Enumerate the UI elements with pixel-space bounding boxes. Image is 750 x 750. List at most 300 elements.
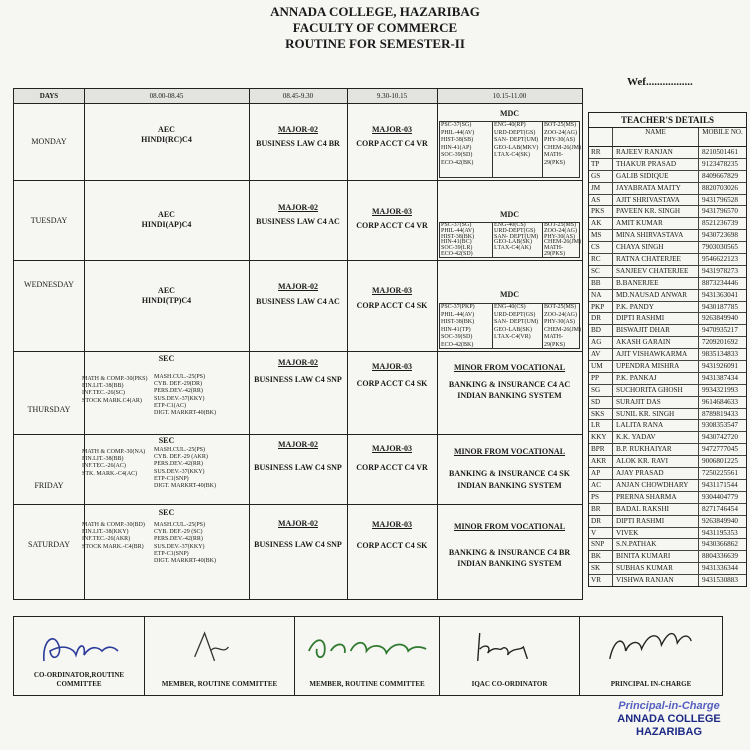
teacher-row xyxy=(589,361,746,373)
subject-entry: HIN-41(BC) xyxy=(441,239,472,246)
teacher-name: BADAL RAKSHI xyxy=(613,504,699,515)
teacher-name: GALIB SIDIQUE xyxy=(613,171,699,182)
subject-entry: MATH & COMP.-30(BD) xyxy=(82,522,145,528)
friday-major02-subject: BUSINESS LAW C4 SNP xyxy=(254,463,342,472)
subject-entry: BOT-25(MS) xyxy=(544,222,577,228)
thursday-major02-title: MAJOR-02 xyxy=(278,358,318,367)
subject-entry: MATH-29(PKS) xyxy=(544,245,566,257)
signature-mark xyxy=(580,621,722,671)
tuesday-mdc-col3 xyxy=(542,223,581,257)
monday-mdc-col2 xyxy=(492,122,542,177)
teacher-row xyxy=(589,504,746,516)
subject-entry: I.TAX-C4(AK) xyxy=(494,245,532,252)
teacher-code: RC xyxy=(589,254,613,265)
teacher-code: AKR xyxy=(589,456,613,467)
subject-entry: PHIL-44(AV) xyxy=(441,311,475,318)
teacher-name: PRERNA SHARMA xyxy=(613,492,699,503)
signature-principal xyxy=(579,617,722,695)
monday-mdc-grid xyxy=(439,121,580,178)
teacher-row xyxy=(589,528,746,540)
friday-major03-title: MAJOR-03 xyxy=(372,444,412,453)
subject-entry: PSC-37(SG) xyxy=(441,122,472,128)
teacher-row xyxy=(589,242,746,254)
teacher-mobile: 8271746454 xyxy=(702,504,738,513)
teacher-code: RR xyxy=(589,147,613,158)
teacher-row xyxy=(589,218,746,230)
subject-entry: SUS.DEV.-37(KKY) xyxy=(154,543,205,550)
code-header xyxy=(589,128,613,146)
thursday-sec-right xyxy=(154,374,216,417)
teacher-code: TP xyxy=(589,159,613,170)
teacher-row xyxy=(589,516,746,528)
monday-major02-subject: BUSINESS LAW C4 BR xyxy=(256,139,340,148)
col-header-days: DAYS xyxy=(14,89,84,103)
teacher-code: MS xyxy=(589,230,613,241)
teacher-code: CS xyxy=(589,242,613,253)
teacher-mobile: 9431978273 xyxy=(702,266,738,275)
teacher-code: DR xyxy=(589,516,613,527)
signature-label: MEMBER, ROUTINE COMMITTEE xyxy=(309,680,425,688)
teacher-row xyxy=(589,171,746,183)
row-divider xyxy=(14,103,582,104)
subject-entry: SAN- DEPT(UM) xyxy=(494,137,539,143)
teacher-code: AS xyxy=(589,195,613,206)
subject-entry: PERS.DEV.-42(RR) xyxy=(154,461,203,468)
tuesday-aec-title: AEC xyxy=(158,210,175,219)
teacher-mobile: 9431796528 xyxy=(702,195,738,204)
subject-entry: GEO-LAB(MKV) xyxy=(494,144,539,151)
signature-member-2 xyxy=(294,617,439,695)
signature-block xyxy=(13,616,723,696)
teachers-title: TEACHER'S DETAILS xyxy=(589,113,746,128)
teacher-mobile: 8820703026 xyxy=(702,183,738,192)
thursday-sec-left xyxy=(82,376,148,405)
saturday-major02-subject: BUSINESS LAW C4 SNP xyxy=(254,540,342,549)
col-header-slot4: 10.15-11.00 xyxy=(437,89,582,103)
day-label-thursday: THURSDAY xyxy=(27,405,71,414)
thursday-major03-title: MAJOR-03 xyxy=(372,362,412,371)
friday-minor-title: MINOR FROM VOCATIONAL xyxy=(453,447,566,456)
wednesday-mdc-col1 xyxy=(440,304,492,348)
teacher-name: VIVEK xyxy=(613,528,699,539)
row-divider xyxy=(14,434,582,435)
teacher-name: SUNIL KR. SINGH xyxy=(613,409,699,420)
stamp-line3: HAZARIBAG xyxy=(636,726,702,738)
teacher-row xyxy=(589,539,746,551)
subject-entry: ECO-42(BK) xyxy=(441,341,474,348)
signature-label: CO-ORDINATOR,ROUTINE COMMITTEE xyxy=(33,671,125,688)
subject-entry: HIST-38(BK) xyxy=(441,319,475,325)
teacher-mobile: 9123478235 xyxy=(702,159,738,168)
saturday-major02-title: MAJOR-02 xyxy=(278,519,318,528)
teacher-code: DR xyxy=(589,313,613,324)
friday-sec-right xyxy=(154,447,216,490)
subject-entry: CHEM-26(JM) xyxy=(544,144,581,151)
teacher-code: SG xyxy=(589,385,613,396)
teacher-code: PKP xyxy=(589,302,613,313)
teacher-row xyxy=(589,468,746,480)
teacher-code: PKS xyxy=(589,206,613,217)
signature-label: IQAC CO-ORDINATOR xyxy=(471,680,548,688)
wednesday-mdc-grid xyxy=(439,303,580,349)
tuesday-mdc-title: MDC xyxy=(499,210,520,219)
signature-mark xyxy=(14,621,144,671)
subject-entry: ETP-C1(SNP) xyxy=(154,550,189,557)
teacher-mobile: 9431195353 xyxy=(702,528,738,537)
subject-entry: CYB. DEF.-29 (AKR) xyxy=(154,454,208,461)
subject-entry: SOC-39(SD) xyxy=(441,152,473,158)
teacher-code: LR xyxy=(589,420,613,431)
teacher-mobile: 9431530883 xyxy=(702,576,738,585)
thursday-minor-subject1: BANKING & INSURANCE C4 AC xyxy=(448,380,571,389)
wednesday-major03-title: MAJOR-03 xyxy=(372,286,412,295)
saturday-sec-left xyxy=(82,522,145,551)
saturday-minor-subject1: BANKING & INSURANCE C4 BR xyxy=(448,548,571,557)
wednesday-mdc-col2 xyxy=(492,304,542,348)
subject-entry: PHIL-44(AV) xyxy=(441,129,475,136)
subject-entry: I.TAX-C4(SK) xyxy=(494,152,531,158)
day-label-tuesday: TUESDAY xyxy=(30,215,68,225)
teacher-code: BR xyxy=(589,504,613,515)
subject-entry: ZOO-24(AG) xyxy=(544,227,577,234)
signature-label: MEMBER, ROUTINE COMMITTEE xyxy=(161,680,278,688)
teacher-mobile: 9308353547 xyxy=(702,421,738,430)
wednesday-major02-title: MAJOR-02 xyxy=(278,282,318,291)
signature-iqac xyxy=(439,617,579,695)
teacher-mobile: 9431387434 xyxy=(702,373,738,382)
teacher-name: AKASH GARAIN xyxy=(613,337,699,348)
subject-entry: MATH & COMP.-30(PKS) xyxy=(82,376,148,382)
routine-title: ROUTINE FOR SEMESTER-II xyxy=(285,36,465,51)
subject-entry: ENG-40(CS) xyxy=(494,222,526,228)
teacher-name: THAKUR PRASAD xyxy=(613,159,699,170)
monday-aec-title: AEC xyxy=(158,125,175,134)
teacher-row xyxy=(589,278,746,290)
teacher-mobile: 8409667829 xyxy=(702,171,738,180)
teacher-mobile: 8521236739 xyxy=(702,219,738,228)
subject-entry: PERS.DEV.-42(RR) xyxy=(154,536,203,543)
teacher-name: AJIT SHRIVASTAVA xyxy=(613,195,699,206)
thursday-minor-subject2: INDIAN BANKING SYSTEM xyxy=(457,391,562,400)
teacher-row xyxy=(589,397,746,409)
teacher-code: VR xyxy=(589,575,613,586)
subject-entry: MATH-29(PKS) xyxy=(544,334,566,348)
teacher-name: MINA SHIRVASTAVA xyxy=(613,230,699,241)
teacher-name: SANJEEV CHATERJEE xyxy=(613,266,699,277)
teacher-code: SKS xyxy=(589,409,613,420)
teacher-row xyxy=(589,302,746,314)
teacher-name: DIPTI RASHMI xyxy=(613,516,699,527)
faculty-name: FACULTY OF COMMERCE xyxy=(292,20,458,35)
saturday-minor-title: MINOR FROM VOCATIONAL xyxy=(453,522,566,531)
teachers-rows xyxy=(589,147,746,586)
teacher-row xyxy=(589,230,746,242)
saturday-sec-title: SEC xyxy=(158,508,175,517)
teacher-row xyxy=(589,206,746,218)
subject-entry: URD-DEPT(GS) xyxy=(494,227,536,234)
teacher-mobile: 8210501461 xyxy=(702,148,738,156)
teacher-code: AK xyxy=(589,218,613,229)
subject-entry: URD-DEPT(GS) xyxy=(494,311,536,318)
tuesday-major03-subject: CORP ACCT C4 VR xyxy=(356,221,428,230)
subject-entry: ECO-42(SD) xyxy=(441,250,473,257)
friday-major02-title: MAJOR-02 xyxy=(278,440,318,449)
teacher-row xyxy=(589,444,746,456)
teacher-row xyxy=(589,266,746,278)
teacher-mobile: 9835134833 xyxy=(702,350,738,359)
teacher-name: ALOK KR. RAVI xyxy=(613,456,699,467)
teacher-name: LALITA RANA xyxy=(613,420,699,431)
teacher-mobile: 9470935217 xyxy=(702,326,738,335)
subject-entry: SOC-39(LR) xyxy=(441,245,473,252)
subject-entry: PERS.DEV.-42(RR) xyxy=(154,388,203,395)
teacher-mobile: 9546622123 xyxy=(702,255,738,264)
teacher-code: SK xyxy=(589,563,613,574)
saturday-sec-right xyxy=(154,522,216,565)
teacher-row xyxy=(589,183,746,195)
day-label-saturday: SATURDAY xyxy=(28,540,70,549)
subject-entry: GEO-LAB(SK) xyxy=(494,326,532,333)
subject-entry: DIGT. MARKRT-40(BK) xyxy=(154,410,216,417)
tuesday-mdc-grid xyxy=(439,222,580,258)
teacher-code: KKY xyxy=(589,432,613,443)
teacher-row xyxy=(589,254,746,266)
subject-entry: CYB. DEF.-29 (SC) xyxy=(154,529,203,536)
teacher-code: SD xyxy=(589,397,613,408)
teacher-name: RAJEEV RANJAN xyxy=(613,147,699,158)
subject-entry: ETP-C1(SNP) xyxy=(154,475,189,482)
subject-entry: PHY-30(AS) xyxy=(544,233,576,240)
teacher-name: K.K. YADAV xyxy=(613,432,699,443)
teacher-mobile: 7903030565 xyxy=(702,243,738,252)
subject-entry: FIN.LIT.-38(KKY) xyxy=(82,529,129,536)
teacher-code: V xyxy=(589,528,613,539)
teacher-row xyxy=(589,195,746,207)
teacher-name: SUBHAS KUMAR xyxy=(613,563,699,574)
wednesday-mdc-col3 xyxy=(542,304,581,348)
friday-sec-title: SEC xyxy=(158,436,175,445)
teacher-row xyxy=(589,147,746,159)
subject-entry: ENG-40(CS) xyxy=(494,304,526,310)
teacher-code: AV xyxy=(589,349,613,360)
teacher-row xyxy=(589,409,746,421)
subject-entry: DIGT. MARKRT-40(BK) xyxy=(154,558,216,565)
subject-entry: INF.TEC.-26(AKR) xyxy=(82,536,131,543)
teacher-row xyxy=(589,492,746,504)
teacher-code: AP xyxy=(589,468,613,479)
teacher-row xyxy=(589,313,746,325)
teacher-name: AMIT KUMAR xyxy=(613,218,699,229)
teacher-mobile: 9934321993 xyxy=(702,385,738,394)
teacher-name: P.K. PANKAJ xyxy=(613,373,699,384)
teacher-code: BD xyxy=(589,325,613,336)
stamp-line2: ANNADA COLLEGE xyxy=(617,713,721,725)
teacher-mobile: 9472777045 xyxy=(702,445,738,454)
day-label-wednesday: WEDNESDAY xyxy=(24,280,74,289)
teacher-code: NA xyxy=(589,290,613,301)
signature-mark xyxy=(145,621,294,671)
tuesday-major03-title: MAJOR-03 xyxy=(372,207,412,216)
teacher-row xyxy=(589,563,746,575)
monday-major03-subject: CORP ACCT C4 VR xyxy=(356,139,428,148)
tuesday-mdc-col1 xyxy=(440,223,492,257)
subject-entry: SUS.DEV.-37(KKY) xyxy=(154,395,205,402)
col-header-slot3: 9.30-10.15 xyxy=(347,89,437,103)
stamp-line1: Principal-in-Charge xyxy=(618,700,720,712)
row-divider xyxy=(14,180,582,181)
teacher-name: CHAYA SINGH xyxy=(613,242,699,253)
teacher-mobile: 9431926091 xyxy=(702,362,738,371)
monday-mdc-title: MDC xyxy=(499,109,520,118)
college-stamp xyxy=(594,700,744,739)
col-header-slot1: 08.00-08.45 xyxy=(84,89,249,103)
teacher-row xyxy=(589,373,746,385)
teacher-mobile: 9430187785 xyxy=(702,302,738,311)
teacher-code: UM xyxy=(589,361,613,372)
thursday-major03-subject: CORP ACCT C4 SK xyxy=(356,379,428,388)
teacher-row xyxy=(589,456,746,468)
name-header: NAME xyxy=(613,128,699,146)
thursday-major02-subject: BUSINESS LAW C4 SNP xyxy=(254,375,342,384)
teachers-table xyxy=(588,112,747,587)
subject-entry: MATH-29(PKS) xyxy=(544,152,566,166)
subject-entry: PHIL-44(AV) xyxy=(441,227,475,234)
teacher-name: SUCHORITA GHOSH xyxy=(613,385,699,396)
day-label-monday: MONDAY xyxy=(31,137,67,146)
subject-entry: PSC-37(PKP) xyxy=(441,304,475,310)
subject-entry: HIN-41(TP) xyxy=(441,326,471,333)
teachers-header-row xyxy=(589,128,746,147)
teacher-row xyxy=(589,385,746,397)
wednesday-mdc-title: MDC xyxy=(499,290,520,299)
row-divider xyxy=(14,504,582,505)
subject-entry: BOT-25(MS) xyxy=(544,304,577,310)
subject-entry: CHEM-26(JM) xyxy=(544,239,581,246)
teacher-mobile: 9430742720 xyxy=(702,433,738,442)
teacher-mobile: 7250225561 xyxy=(702,469,738,478)
wednesday-aec-subject: HINDI(TP)C4 xyxy=(141,296,192,305)
teacher-mobile: 9304404779 xyxy=(702,492,738,501)
subject-entry: PHY-30(AS) xyxy=(544,137,576,143)
subject-entry: I.TAX-C4(VR) xyxy=(494,334,531,340)
signature-mark xyxy=(295,621,439,671)
subject-entry: ZOO-24(AG) xyxy=(544,311,577,318)
teacher-code: PS xyxy=(589,492,613,503)
teacher-name: BINITA KUMARI xyxy=(613,551,699,562)
teacher-row xyxy=(589,551,746,563)
monday-mdc-col1 xyxy=(440,122,492,177)
tuesday-major02-title: MAJOR-02 xyxy=(278,203,318,212)
teacher-mobile: 9430723698 xyxy=(702,231,738,240)
teacher-name: VISHWA RANJAN xyxy=(613,575,699,586)
teacher-mobile: 9431171544 xyxy=(702,480,738,489)
teacher-name: DIPTI RASHMI xyxy=(613,313,699,324)
signature-label: PRINCIPAL IN-CHARGE xyxy=(610,680,692,688)
subject-entry: ENG-40(RP) xyxy=(494,122,526,128)
subject-entry: DIGT. MARKRT-40(BK) xyxy=(154,483,216,490)
col-header-slot2: 08.45-9.30 xyxy=(249,89,347,103)
friday-minor-subject1: BANKING & INSURANCE C4 SK xyxy=(449,469,570,478)
teacher-mobile: 9006801225 xyxy=(702,457,738,466)
teacher-row xyxy=(589,420,746,432)
teacher-name: ANJAN CHOWDHARY xyxy=(613,480,699,491)
teacher-mobile: 7209201692 xyxy=(702,338,738,347)
wednesday-major03-subject: CORP ACCT C4 SK xyxy=(356,301,428,310)
document-header xyxy=(0,4,750,52)
teacher-name: JAYABRATA MAITY xyxy=(613,183,699,194)
saturday-minor-subject2: INDIAN BANKING SYSTEM xyxy=(457,559,562,568)
saturday-major03-title: MAJOR-03 xyxy=(372,520,412,529)
teacher-code: GS xyxy=(589,171,613,182)
friday-sec-left xyxy=(82,449,145,478)
teacher-code: BPR xyxy=(589,444,613,455)
college-name: ANNADA COLLEGE, HAZARIBAG xyxy=(270,4,480,19)
subject-entry: SAN- DEPT(UM) xyxy=(494,233,539,240)
subject-entry: STOCK MARK.C4(AR) xyxy=(82,397,142,404)
teacher-row xyxy=(589,575,746,586)
teacher-code: AG xyxy=(589,337,613,348)
subject-entry: ETP-C1(AC) xyxy=(154,402,186,409)
subject-entry: MATH & COMP.-30(NA) xyxy=(82,449,146,455)
wednesday-aec-title: AEC xyxy=(158,286,175,295)
monday-major03-title: MAJOR-03 xyxy=(372,125,412,134)
row-divider xyxy=(14,351,582,352)
subject-entry: CHEM-26(JM) xyxy=(544,326,581,333)
teacher-name: RATNA CHATERJEE xyxy=(613,254,699,265)
teacher-name: S.N.PATHAK xyxy=(613,539,699,550)
subject-entry: ECO-42(BK) xyxy=(441,159,474,166)
subject-entry: MASH.CUL.-25(PS) xyxy=(154,374,206,380)
subject-entry: MASH.CUL.-25(PS) xyxy=(154,447,206,453)
saturday-major03-subject: CORP ACCT C4 SK xyxy=(356,541,428,550)
routine-table xyxy=(13,88,583,600)
teacher-code: SNP xyxy=(589,539,613,550)
teacher-code: BB xyxy=(589,278,613,289)
signature-mark xyxy=(440,621,579,671)
subject-entry: HIST-38(SB) xyxy=(441,137,474,143)
teacher-name: AJIT VISHAWKARMA xyxy=(613,349,699,360)
subject-entry: ZOO-24(AG) xyxy=(544,129,577,136)
teacher-name: PAVEEN KR. SINGH xyxy=(613,206,699,217)
monday-major02-title: MAJOR-02 xyxy=(278,125,318,134)
teacher-code: AC xyxy=(589,480,613,491)
thursday-sec-title: SEC xyxy=(158,354,175,363)
subject-entry: INF.TEC.-26(AC) xyxy=(82,463,126,470)
teacher-code: JM xyxy=(589,183,613,194)
teacher-code: SC xyxy=(589,266,613,277)
subject-entry: SOC-39(SD) xyxy=(441,334,473,340)
subject-entry: GEO-LAB(SK) xyxy=(494,239,532,246)
teacher-mobile: 9614684633 xyxy=(702,397,738,406)
teacher-row xyxy=(589,432,746,444)
teacher-name: MD.NAUSAD ANWAR xyxy=(613,290,699,301)
teacher-row xyxy=(589,480,746,492)
subject-entry: PSC-37(SG) xyxy=(441,222,472,228)
monday-aec-subject: HINDI(RC)C4 xyxy=(141,135,192,144)
teacher-code: PP xyxy=(589,373,613,384)
teacher-row xyxy=(589,290,746,302)
teacher-name: SURAJIT DAS xyxy=(613,397,699,408)
teacher-name: B.BANERJEE xyxy=(613,278,699,289)
teacher-row xyxy=(589,159,746,171)
teacher-mobile: 9263849940 xyxy=(702,516,738,525)
teacher-name: BISWAJIT DHAR xyxy=(613,325,699,336)
subject-entry: FIN.LIT.-38(BB) xyxy=(82,383,124,390)
tuesday-major02-subject: BUSINESS LAW C4 AC xyxy=(256,217,340,226)
teacher-mobile: 8804336639 xyxy=(702,552,738,561)
teacher-name: B.P. RUKHAIYAR xyxy=(613,444,699,455)
subject-entry: URD-DEPT(GS) xyxy=(494,129,536,136)
